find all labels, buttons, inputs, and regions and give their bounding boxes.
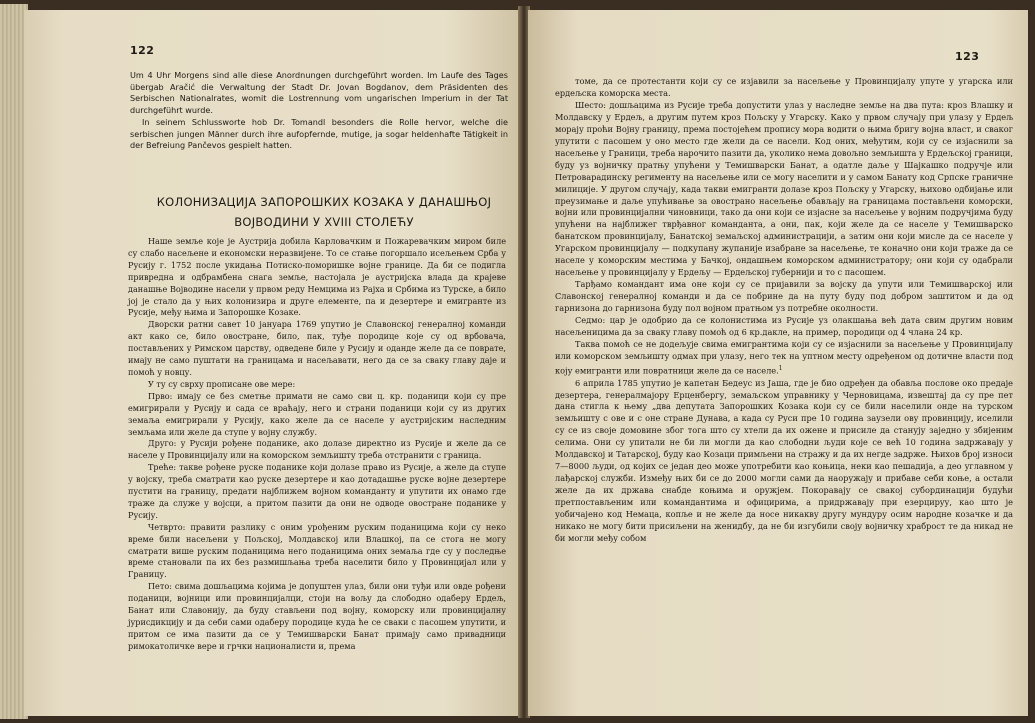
chapter-heading: КОЛОНИЗАЦИЈА ЗАПОРОШКИХ КОЗАКА У ДАНАШЊОЈ ВОЈВОДИНИ У XVIII СТОЛЕЋУ: [156, 195, 492, 229]
paragraph: Дворски ратни савет 10 јануара 1769 упутио је Славонској генералној команди акт како се, било овостране, било, пак, туђе породице које су од врбовача, постављених у Римском царству, одведене биле у Русију и оданде желе да се поврате, имају не само пуштати на границама и насељавати, него да се за сваку главу даје и помоћ у новцу.: [128, 319, 506, 377]
paragraph: Треће: такве рођене руске поданике који долазе право из Русије, а желе да ступе у војску, треба сматрати као руске дезертере и као дотадашње руске војне дезертере пустити на границу, предати најближем војном команданту и упутити их онамо где траже да служе у војсци, а притом пазити да они не одводе овостране поданике у Русију.: [128, 462, 506, 520]
paragraph: Тарђамо командант има оне који су се пријавили за војску да упути или Темишварској или Славонској генералној команди и да се побрине да на путу буду под добром заштитом и да од гарнизона до гарнизона буду пол војном пратњом уз потребне околности.: [555, 279, 1013, 314]
left-body: [128, 236, 506, 653]
paragraph: [555, 339, 1013, 378]
footnote-marker: 1: [778, 364, 783, 372]
paragraph: Седмо: цар је одобрио да се колонистима из Русије уз олакшања већ дата свим другим новим насељеницима да за сваку главу помоћ од 6 кр.дакле, на пример, породици од 4 члана 24 кр.: [555, 315, 1013, 338]
german-paragraph-1: Um 4 Uhr Morgens sind alle diese Anordnungen durchgeführt worden. Im Laufe des Tages übergab Aračić die Verwaltung der Stadt Dr. Jovan Bogdanov, dem Präsidenten des Serbischen Nationalrates, womit die Lostrennung vom ungarischen Imperium in der Tat durchgeführt wurde.: [130, 70, 508, 116]
paragraph: Наше земље које је Аустрија добила Карловачким и Пожаревачким миром биле су слабо насељене и економски неразвијене. То се стање погоршало исељењем Срба у Русију г. 1752 после укидања Потиско-поморишке војне границе. Да би се подигла привредна и одбрамбена снага земље, настојала је аустријска влада да крајеве данашње Војводине насели у првом реду Немцима из Рајха и Србима из Турске, а било јој је стало да у њих колонизира и друге елементе, па и дезертере и емигранте из Русије, међу њима и Запорошке Козаке.: [128, 236, 506, 318]
paragraph: томе, да се протестанти који су се изјавили за насељење у Провинцијалу упуте у угарска или ердељска коморска места.: [555, 76, 1013, 98]
paragraph: Пето: свима дошљацима којима је допуштен улаз, били они туђи или овде рођени поданици, војници или провинцијалци, стоји на вољу да слободно одаберу Ердељ, Банат или Славонију, да буду стављени под војну, коморску или провинцијалну јурисдикцију и да себи сами одаберу породице куда ће се сваки с пасошем упутити, и притом се има пазити да се у Темишварски Банат примају само привадници римокатоличке вере и грчки националисти и, према: [128, 581, 506, 651]
paragraph: 6 априла 1785 упутио је капетан Бедеус из Јаша, где је био одређен да обавља послове око предаје дезертера, генералмајору Ерценбергу, земаљском управнику у Черновицама, извештај да су пре пет дана стигла к њему „два депутата Запорошких Козака који су се били населили онде на турском земљишту с ове и с оне стране Дунава, а када су Руси пре 10 година заузели ову провинцију, иселили су се из своје домовине због тога што су хтели да их ожене и присиле да станују заједно у збијеним селима. Они су упитали не би ли могли да као слободни људи које се већ 10 година задржавају у Молдавској и Татарској, буду као Козаци примљени на стражу и да их негде задрже. Њихов број износи 7—8000 људи, од којих се један део може употребити као коњица, неки као пешадија, а део углавном у лађарској служби. Између њих би се до 2000 могли сами да наоружају и прибаве себи коње, а остали желе да их држава снабде коњима и оружјем. Покоравају се свакој субординацији будући претпостављеним или командантима и официрима, а придржавају при езерцирyу, као што је уобичајено код Немаца, копље и не желе да носе никакву другу мундуру осим народне козачке и да никако не могу бити присиљени на женидбу, да не би изгубили своју војничку храброст те да никад не би могли међу собом: [555, 377, 1013, 543]
right-page-number: 123: [955, 50, 980, 63]
left-page-number: 122: [130, 44, 155, 57]
german-summary: [130, 70, 508, 152]
paragraph: Друго: у Русији рођене поданике, ако долазе директно из Русије и желе да се населе у Провинцијалу или на коморском земљишту треба отстранити с граница.: [128, 438, 506, 461]
paragraph: Прво: имају се без сметње примати не само сви ц. кр. поданици који су пре емигрирали у Русију и сада се враћају, него и страни поданици који су из других земаља емигрирали у Русију, како желе да се населе у аустријским наследним земљама или желе да ступе у војну службу.: [128, 390, 506, 437]
right-body: [555, 76, 1013, 545]
paragraph: У ту су сврху прописане ове мере:: [148, 378, 296, 389]
paragraph: Шесто: дошљацима из Русије треба допустити улаз у наследне земље на два пута: кроз Влашку и Молдавску у Ердељ, а другим путем кроз Пољску у Угарску. Како у првом случају при улазу у Ердељ морају проћи Војну границу, према постојећем пропису мора водити о њима бригу војна власт, и сваког упутити с пасошем у оно место где жели да се насели. Код оних, међутим, који су се изјаснили за насељење у Граници, треба нарочито пазити да, уколико нема довољно земљишта у Ердељској граници, буду уз војничку пратњу упућени у Темишварски Банат, а одатле даље у Шајкашко подручје или Петроварадинску регименту на насељење или се могу населити и у самом Банату код Српске граничне милиције. У другом случају, када такви емигранти долазе кроз Пољску у Угарску, њихово одбијање или преузимање и даље упућивање за овострано насељење обављају на границама постављени коморски, војни или провинцијални чиновници, тако да они који се изјасне за насељење у војним подручјима буду упућени на најближег тврђавног команданта, а они, пак, који желе да се населе у Темишварско банатском провинцијалу, Банатској земаљској администрацији, а затим они који мисле да се населе у Угарском провинцијалу — подкупану жупанијe изабране за насељење, те коначно они који траже да се населе у коморским местима у Бачкој, ондашњем коморском администратору; они који су одабрали насељење у провинцијалу у Ердељу — Ердељској губернији и то с пасошем.: [555, 99, 1013, 278]
german-paragraph-2: In seinem Schlussworte hob Dr. Tomandl besonders die Rolle hervor, welche die serbischen jungen Männer durch ihre aufopfernde, mutige, ja sogar heldenhafte Tätigkeit in der Befreiung Pančevos gespielt hatten.: [130, 116, 508, 151]
paragraph-text: Таква помоћ се не додељује свима емигрантима који су се изјаснили за насељење у Провинцијалу или коморском земљишту одмах при улазу, него тек на уптном месту одређеном од дотичне власти под коју емигранти или повратници желе да се населе.: [555, 338, 1013, 376]
paragraph: Четврто: правити разлику с оним урођеним руским поданицима који су неко време били насељени у Пољској, Молдавској или Влашкој, па се стога не могу сматрати више руским поданицима него поданицима оних земаља где су у последње време становали па их без размишљања треба населити било у Провинцијал или у Границу.: [128, 521, 506, 580]
